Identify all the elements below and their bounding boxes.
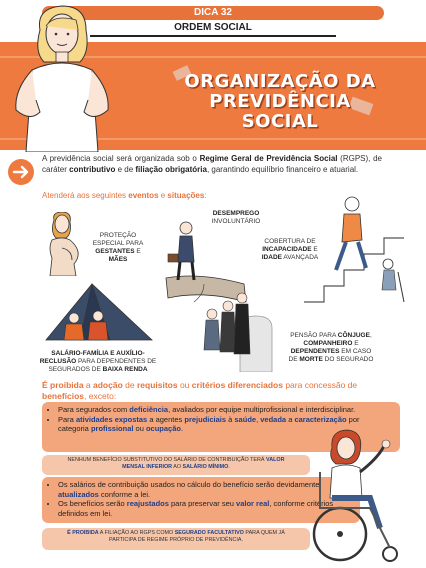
list-item: • Os benefícios serão reajustados para preservar seu valor real, conforme critérios definidos em lei. — [58, 499, 352, 518]
arrow-right-icon — [8, 159, 34, 185]
label-protecao: PROTEÇÃO ESPECIAL PARA GESTANTES E MÃES — [92, 232, 144, 263]
events-heading: Atenderá aos seguintes eventos e situações: — [42, 191, 207, 200]
facultativo-note: É PROIBIDA A FILIAÇÃO AO RGPS COMO SEGURADO FACULTATIVO PARA QUEM JÁ PARTICIPA DE REGIME PRÓPRIO DE PREVIDÊNCIA. — [42, 528, 310, 550]
title-line-1: ORGANIZAÇÃO DA — [184, 71, 376, 92]
vedada-paragraph: É proibida a adoção de requisitos ou critérios diferenciados para concessão de benefícios, exceto: — [42, 380, 358, 401]
page-title — [170, 72, 390, 132]
minimum-wage-note: NENHUM BENEFÍCIO SUBSTITUTIVO DO SALÁRIO DE CONTRIBUIÇÃO TERÁ VALOR MENSAL INFERIOR AO SALÁRIO MÍNIMO. — [42, 455, 310, 475]
label-cobertura: COBERTURA DE INCAPACIDADE E IDADE AVANÇADA — [261, 238, 319, 261]
list-item: • Para atividades expostas a agentes prejudiciais à saúde, vedada a caracterização por categoria profissional ou ocupação. — [58, 415, 392, 434]
woman-hands-on-hips-icon — [0, 0, 130, 152]
dica-label: DICA 32 — [194, 7, 232, 18]
label-desemprego: DESEMPREGO INVOLUNTÁRIO — [211, 210, 261, 225]
title-line-2: PREVIDÊNCIA SOCIAL — [209, 91, 351, 132]
list-item: • Para segurados com deficiência, avaliados por equipe multiprofissional e interdisciplinar. — [58, 405, 392, 415]
label-salario-familia: SALÁRIO-FAMÍLIA E AUXÍLIO- RECLUSÃO PARA DEPENDENTES DE SEGURADOS DE BAIXA RENDA — [39, 350, 157, 373]
wheelchair-woman-icon — [300, 428, 420, 566]
list-item: • Os salários de contribuição usados no cálculo do benefício serão devidamente atualizados conforme a lei. — [58, 480, 352, 499]
mourning-family-icon — [200, 288, 280, 372]
intro-paragraph: A previdência social será organizada sob o Regime Geral de Previdência Social (RGPS), de caráter contributivo e de filiação obrigatória, garantindo equilíbrio financeiro e atuarial. — [42, 154, 382, 174]
family-tent-icon — [40, 280, 158, 344]
section-title: ORDEM SOCIAL — [174, 22, 252, 33]
label-pensao: PENSÃO PARA CÔNJUGE, COMPANHEIRO E DEPENDENTES EM CASO DE MORTE DO SEGURADO — [288, 332, 374, 363]
